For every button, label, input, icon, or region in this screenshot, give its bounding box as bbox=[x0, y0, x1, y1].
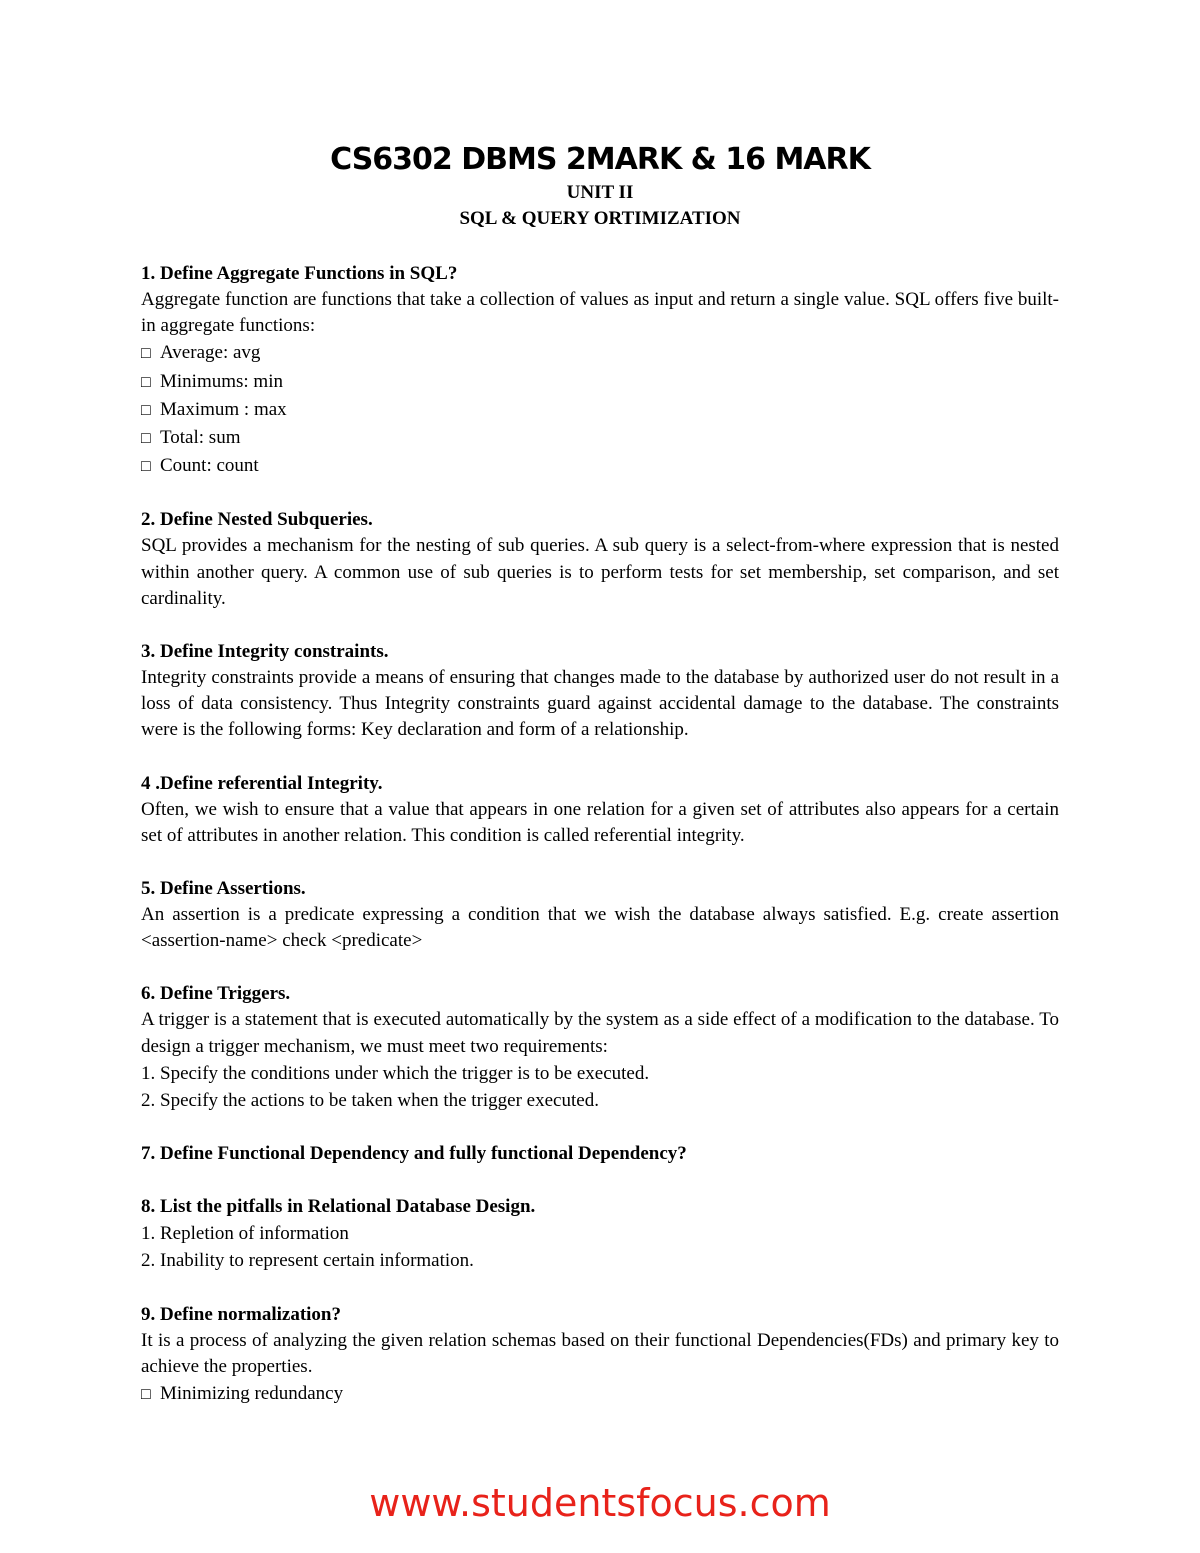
question-heading: 5. Define Assertions. bbox=[141, 878, 306, 900]
answer-text: Aggregate function are functions that take a collection of values as input and return a single value. SQL offers five built-in aggregate functions: bbox=[141, 289, 1059, 337]
bullet-item: □ Maximum : max bbox=[141, 396, 1059, 424]
question-heading: 8. List the pitfalls in Relational Database Design. bbox=[141, 1196, 536, 1218]
question-block bbox=[141, 875, 1059, 954]
bullet-item: □ Minimizing redundancy bbox=[141, 1380, 1059, 1408]
bullet-item: □ Count: count bbox=[141, 452, 1059, 480]
question-heading: 4 .Define referential Integrity. bbox=[141, 772, 383, 794]
question-heading: 7. Define Functional Dependency and fully functional Dependency? bbox=[141, 1143, 687, 1165]
answer-text: SQL provides a mechanism for the nesting of sub queries. A sub query is a select-from-where expression that is nested within another query. A common use of sub queries is to perform tests for set membership, set comparison, and set cardinality. bbox=[141, 535, 1059, 609]
question-block bbox=[141, 1140, 1059, 1167]
question-block bbox=[141, 1301, 1059, 1409]
answer-text: An assertion is a predicate expressing a condition that we wish the database always satisfied. E.g. create assertion <assertion-name> check <predicate> bbox=[141, 904, 1059, 952]
answer-text: Often, we wish to ensure that a value that appears in one relation for a given set of attributes also appears for a certain set of attributes in another relation. This condition is called referential integrity. bbox=[141, 798, 1059, 846]
numbered-item: 2. Specify the actions to be taken when the trigger executed. bbox=[141, 1090, 599, 1112]
answer-text: It is a process of analyzing the given relation schemas based on their functional Dependencies(FDs) and primary key to achieve the properties. bbox=[141, 1329, 1059, 1377]
question-heading: 9. Define normalization? bbox=[141, 1303, 342, 1325]
question-heading: 6. Define Triggers. bbox=[141, 983, 291, 1005]
question-block bbox=[141, 770, 1059, 849]
answer-text: A trigger is a statement that is executed automatically by the system as a side effect of a modification to the database. To design a trigger mechanism, we must meet two requirements: bbox=[141, 1009, 1059, 1057]
document-title: CS6302 DBMS 2MARK & 16 MARK bbox=[330, 142, 870, 177]
question-block bbox=[141, 1193, 1059, 1274]
answer-text: Integrity constraints provide a means of ensuring that changes made to the database by authorized user do not result in a loss of data consistency. Thus Integrity constraints guard against accidental damage to the database. The constraints were is the following forms: Key declaration and form of a relationship. bbox=[141, 667, 1059, 741]
numbered-item: 2. Inability to represent certain information. bbox=[141, 1250, 474, 1272]
subject-title: SQL & QUERY ORTIMIZATION bbox=[459, 208, 741, 229]
document-page bbox=[141, 140, 1059, 1408]
question-heading: 3. Define Integrity constraints. bbox=[141, 641, 389, 663]
question-heading: 2. Define Nested Subqueries. bbox=[141, 509, 373, 531]
footer-website-link[interactable]: www.studentsfocus.com bbox=[369, 1481, 831, 1525]
bullet-item: □ Average: avg bbox=[141, 339, 1059, 367]
question-heading: 1. Define Aggregate Functions in SQL? bbox=[141, 263, 458, 284]
question-block bbox=[141, 980, 1059, 1114]
question-block bbox=[141, 506, 1059, 612]
bullet-item: □ Minimums: min bbox=[141, 368, 1059, 396]
numbered-item: 1. Specify the conditions under which the trigger is to be executed. bbox=[141, 1062, 650, 1084]
numbered-item: 1. Repletion of information bbox=[141, 1223, 349, 1245]
question-block bbox=[141, 638, 1059, 744]
question-block bbox=[141, 260, 1059, 480]
bullet-item: □ Total: sum bbox=[141, 424, 1059, 452]
unit-label: UNIT II bbox=[566, 182, 634, 203]
